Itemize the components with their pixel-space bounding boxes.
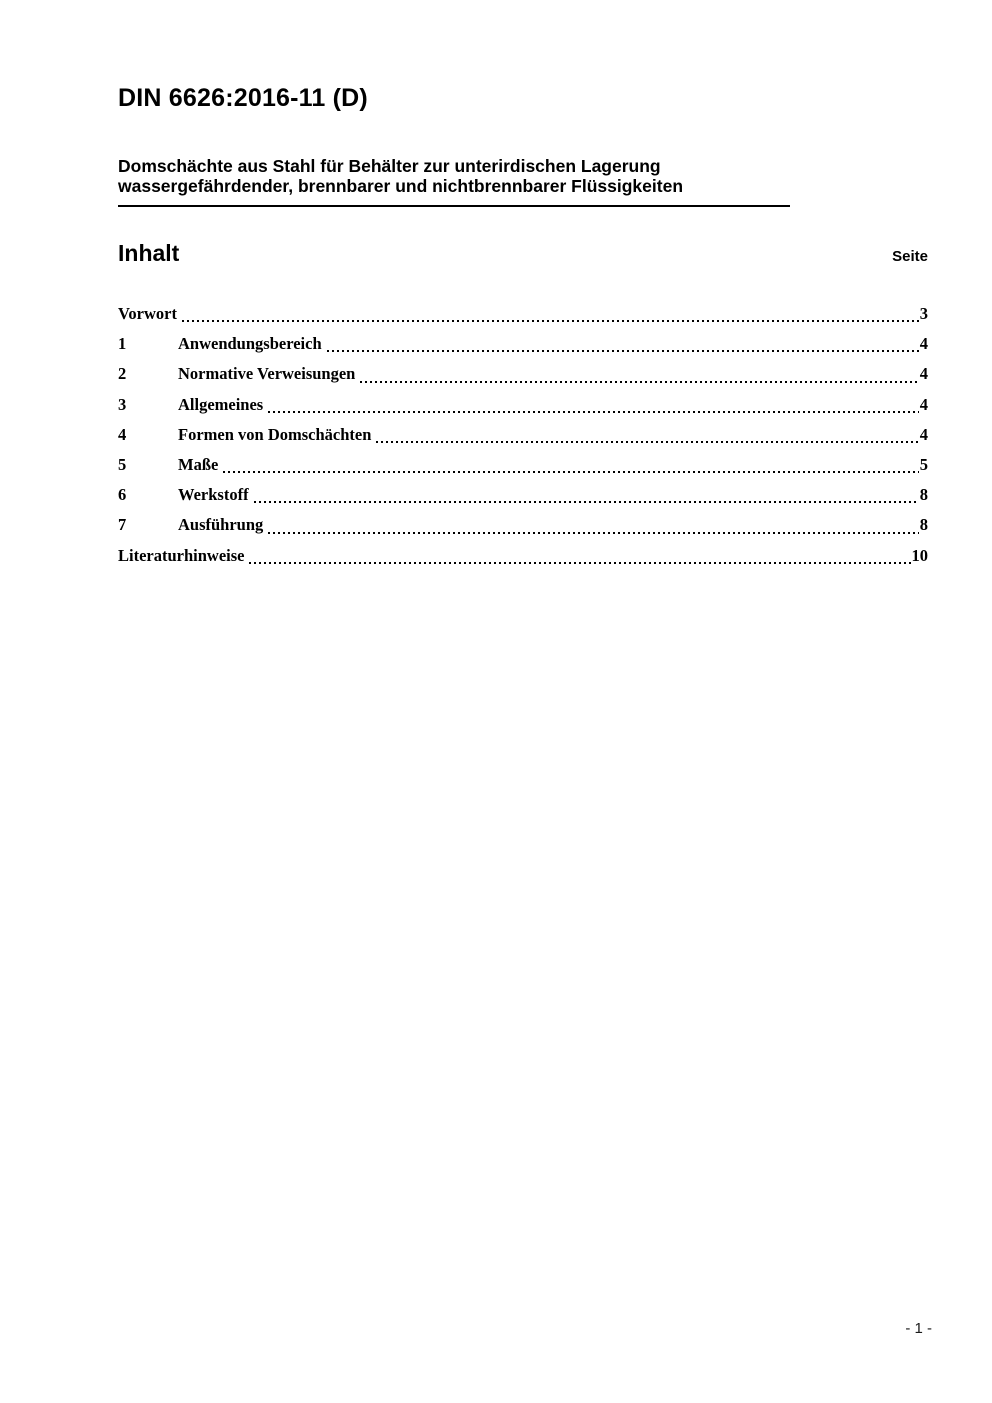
- toc-dot-leader: [223, 471, 918, 473]
- toc-entry-page: 10: [911, 545, 928, 565]
- toc-row[interactable]: [118, 420, 928, 450]
- toc-page-column-label: Seite: [892, 248, 928, 265]
- toc-dot-leader: [327, 350, 919, 352]
- document-subtitle-line-1: Domschächte aus Stahl für Behälter zur unterirdischen Lagerung: [118, 156, 661, 176]
- toc-entry-title: Literaturhinweise: [118, 545, 245, 565]
- toc-entry-page: 4: [919, 424, 928, 444]
- page-number-footer: - 1 -: [905, 1320, 932, 1337]
- document-subtitle-line-2: wassergefährdender, brennbarer und nichtbrennbarer Flüssigkeiten: [118, 176, 684, 196]
- toc-dot-leader: [249, 562, 910, 564]
- toc-row[interactable]: [118, 480, 928, 510]
- toc-dot-leader: [268, 532, 918, 534]
- toc-entry-title: Normative Verweisungen: [178, 364, 356, 384]
- toc-row[interactable]: [118, 450, 928, 480]
- toc-dot-leader: [376, 441, 918, 443]
- toc-entry-title: Formen von Domschächten: [178, 424, 372, 444]
- toc-entry-number: 5: [118, 454, 127, 474]
- toc-row[interactable]: [118, 541, 928, 571]
- toc-entry-title: Vorwort: [118, 304, 177, 323]
- toc-entry-title: Ausführung: [178, 515, 264, 535]
- toc-entry-number: 1: [118, 334, 127, 354]
- document-title: DIN 6626:2016-11 (D): [118, 84, 368, 112]
- toc-row[interactable]: [118, 510, 928, 540]
- toc-entry-page: 5: [919, 454, 928, 474]
- toc-entry-title: Allgemeines: [178, 394, 264, 414]
- document-subtitle: [118, 156, 790, 207]
- toc-dot-leader: [182, 320, 919, 322]
- toc-entry-number: 4: [118, 424, 127, 444]
- toc-entry-page: 8: [919, 515, 928, 535]
- toc-entry-page: 4: [919, 364, 928, 384]
- toc-dot-leader: [254, 501, 919, 503]
- toc-row[interactable]: [118, 359, 928, 389]
- toc-entry-number: 3: [118, 394, 127, 414]
- toc-entry-title: Anwendungsbereich: [178, 334, 322, 354]
- toc-heading: Inhalt: [118, 240, 180, 266]
- toc-list: [118, 299, 928, 571]
- toc-row[interactable]: [118, 299, 928, 329]
- toc-header-row: [118, 240, 928, 267]
- toc-entry-number: 2: [118, 364, 127, 384]
- toc-entry-title: Werkstoff: [178, 485, 249, 505]
- toc-entry-page: 4: [919, 334, 928, 354]
- toc-entry-page: 4: [919, 394, 928, 414]
- toc-entry-page: 3: [919, 304, 928, 323]
- toc-row[interactable]: [118, 329, 928, 359]
- toc-dot-leader: [268, 411, 919, 413]
- toc-row[interactable]: [118, 390, 928, 420]
- toc-entry-title: Maße: [178, 454, 219, 474]
- toc-entry-number: 7: [118, 515, 127, 535]
- toc-entry-number: 6: [118, 485, 127, 505]
- toc-dot-leader: [360, 381, 918, 383]
- toc-entry-page: 8: [919, 485, 928, 505]
